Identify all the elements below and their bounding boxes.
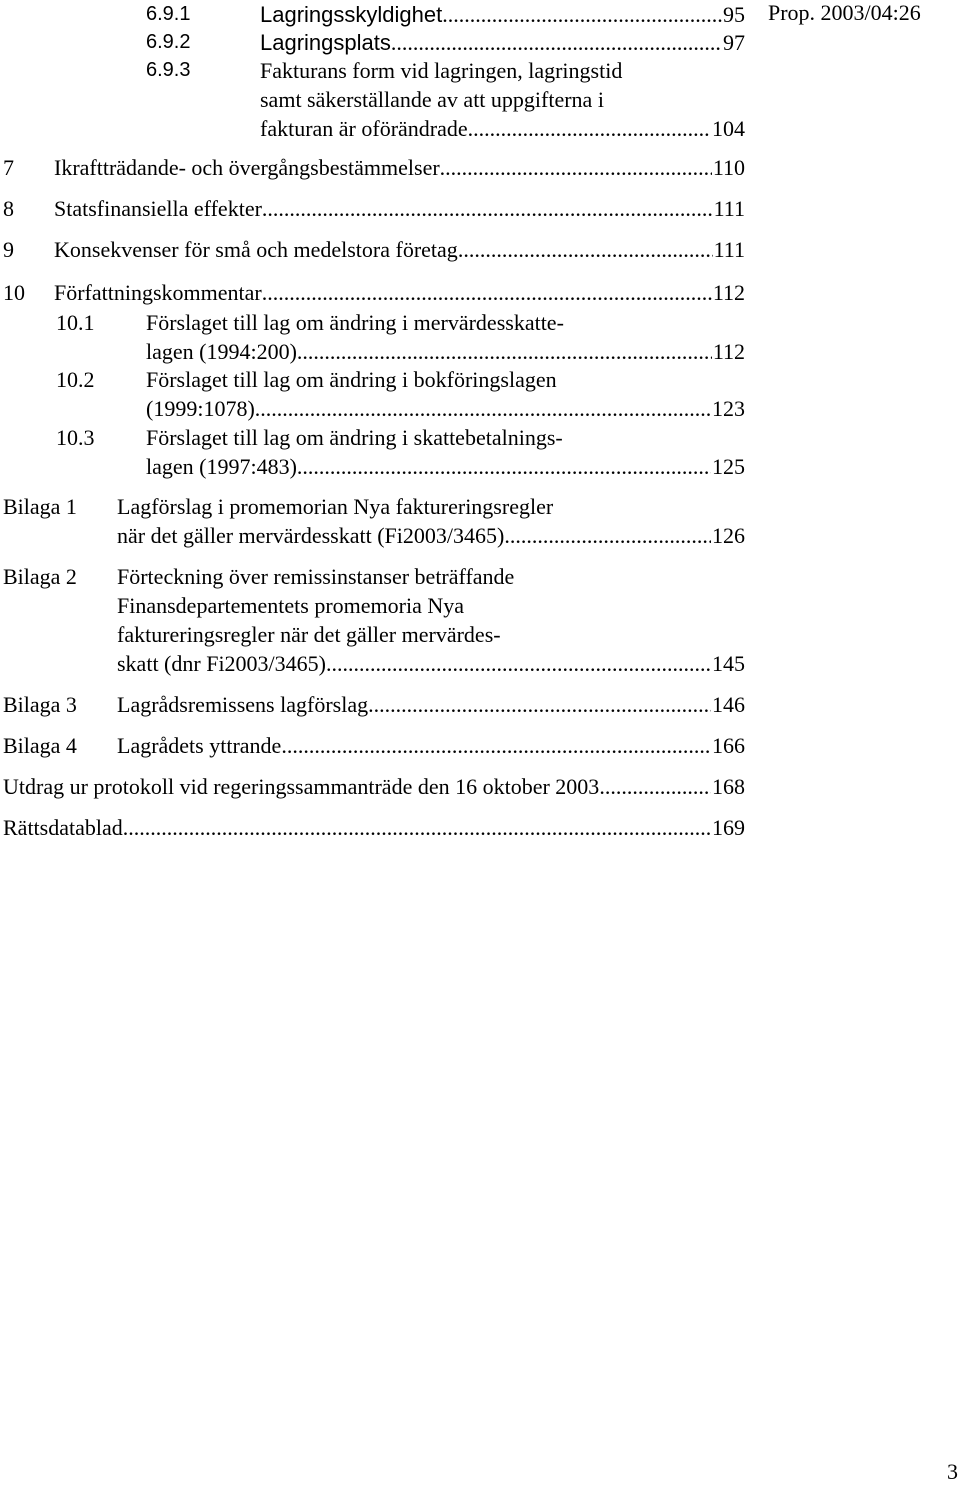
toc-entry-title-line: Förteckning över remissinstanser beträffande bbox=[117, 564, 515, 589]
toc-entry-rattsdatablad[interactable] bbox=[3, 813, 745, 842]
leader-dots bbox=[281, 731, 711, 760]
toc-entry-title: Utdrag ur protokoll vid regeringssammanträde den 16 oktober 2003 bbox=[3, 774, 600, 799]
toc-entry-title: Författningskommentar bbox=[54, 280, 262, 305]
toc-entry-page: 168 bbox=[712, 774, 745, 799]
toc-entry-10-3[interactable] bbox=[146, 452, 745, 481]
toc-entry-8[interactable] bbox=[54, 194, 745, 223]
proposition-reference: Prop. 2003/04:26 bbox=[768, 0, 921, 25]
toc-entry-6-9-1[interactable] bbox=[260, 0, 745, 29]
toc-entry-7[interactable] bbox=[54, 153, 745, 182]
leader-dots bbox=[504, 521, 711, 550]
toc-entry-title-line: samt säkerställande av att uppgifterna i bbox=[260, 87, 604, 112]
toc-entry-title-line: lagen (1997:483) bbox=[146, 454, 297, 479]
toc-entry-title-line: lagen (1994:200) bbox=[146, 339, 297, 364]
toc-entry-number: 10 bbox=[3, 280, 25, 305]
leader-dots bbox=[262, 194, 713, 223]
toc-entry-6-9-3[interactable] bbox=[260, 114, 745, 143]
leader-dots bbox=[458, 235, 713, 264]
appendix-label: Bilaga 1 bbox=[3, 494, 77, 519]
toc-entry-10-2[interactable] bbox=[146, 394, 745, 423]
toc-entry-number: 6.9.3 bbox=[146, 59, 191, 81]
toc-entry-title: Lagrådsremissens lagförslag bbox=[117, 692, 369, 717]
toc-entry-number: 7 bbox=[3, 155, 14, 180]
toc-entry-title: Rättsdatablad bbox=[3, 815, 123, 840]
toc-entry-title: Lagringsskyldighet bbox=[260, 2, 443, 27]
leader-dots bbox=[368, 690, 711, 719]
toc-entry-title: Konsekvenser för små och medelstora företag bbox=[54, 237, 458, 262]
leader-dots bbox=[391, 28, 722, 57]
leader-dots bbox=[297, 452, 711, 481]
toc-entry-page: 112 bbox=[712, 339, 745, 364]
toc-entry-title: Ikraftträdande- och övergångsbestämmelser bbox=[54, 155, 440, 180]
toc-entry-title-line: Fakturans form vid lagringen, lagringstid bbox=[260, 58, 623, 83]
appendix-label: Bilaga 4 bbox=[3, 733, 77, 758]
toc-entry-page: 110 bbox=[712, 155, 745, 180]
toc-entry-number: 10.3 bbox=[56, 425, 95, 450]
toc-entry-page: 104 bbox=[712, 116, 745, 141]
toc-entry-title-line: skatt (dnr Fi2003/3465) bbox=[117, 651, 326, 676]
toc-entry-number: 9 bbox=[3, 237, 14, 262]
toc-entry-6-9-2[interactable] bbox=[260, 28, 745, 57]
toc-entry-page: 125 bbox=[712, 454, 745, 479]
toc-entry-page: 126 bbox=[712, 523, 745, 548]
toc-entry-page: 146 bbox=[712, 692, 745, 717]
toc-entry-page: 169 bbox=[712, 815, 745, 840]
leader-dots bbox=[326, 649, 711, 678]
toc-entry-bilaga-2[interactable] bbox=[117, 649, 745, 678]
toc-entry-page: 95 bbox=[723, 2, 745, 27]
leader-dots bbox=[440, 153, 712, 182]
toc-entry-title-line: Finansdepartementets promemoria Nya bbox=[117, 593, 465, 618]
toc-entry-page: 111 bbox=[713, 196, 745, 221]
toc-entry-number: 10.1 bbox=[56, 310, 95, 335]
toc-entry-title-line: (1999:1078) bbox=[146, 396, 255, 421]
toc-entry-page: 145 bbox=[712, 651, 745, 676]
page-number: 3 bbox=[947, 1459, 958, 1484]
toc-entry-page: 97 bbox=[723, 30, 745, 55]
toc-entry-bilaga-3[interactable] bbox=[117, 690, 745, 719]
toc-entry-number: 8 bbox=[3, 196, 14, 221]
leader-dots bbox=[255, 394, 711, 423]
toc-entry-page: 111 bbox=[713, 237, 745, 262]
toc-entry-title-line: Förslaget till lag om ändring i mervärdesskatte- bbox=[146, 310, 564, 335]
appendix-label: Bilaga 3 bbox=[3, 692, 77, 717]
toc-entry-bilaga-1[interactable] bbox=[117, 521, 745, 550]
toc-entry-title: Lagrådets yttrande bbox=[117, 733, 282, 758]
toc-entry-title-line: fakturan är oförändrade bbox=[260, 116, 468, 141]
leader-dots bbox=[297, 337, 712, 366]
toc-entry-10-1[interactable] bbox=[146, 337, 745, 366]
toc-entry-page: 166 bbox=[712, 733, 745, 758]
appendix-label: Bilaga 2 bbox=[3, 564, 77, 589]
toc-entry-number: 6.9.2 bbox=[146, 31, 191, 53]
toc-entry-number: 6.9.1 bbox=[146, 3, 191, 25]
leader-dots bbox=[442, 0, 722, 29]
leader-dots bbox=[262, 278, 712, 307]
toc-entry-page: 123 bbox=[712, 396, 745, 421]
toc-entry-page: 112 bbox=[712, 280, 745, 305]
toc-entry-title-line: Förslaget till lag om ändring i skattebetalnings- bbox=[146, 425, 563, 450]
toc-entry-title-line: när det gäller mervärdesskatt (Fi2003/3465) bbox=[117, 523, 505, 548]
toc-entry-bilaga-4[interactable] bbox=[117, 731, 745, 760]
toc-entry-10[interactable] bbox=[54, 278, 745, 307]
leader-dots bbox=[123, 813, 711, 842]
leader-dots bbox=[468, 114, 711, 143]
toc-entry-title-line: Förslaget till lag om ändring i bokföringslagen bbox=[146, 367, 557, 392]
toc-entry-9[interactable] bbox=[54, 235, 745, 264]
toc-entry-title-line: Lagförslag i promemorian Nya faktureringsregler bbox=[117, 494, 554, 519]
toc-entry-title: Statsfinansiella effekter bbox=[54, 196, 262, 221]
toc-entry-title: Lagringsplats bbox=[260, 30, 391, 55]
toc-entry-number: 10.2 bbox=[56, 367, 95, 392]
toc-entry-title-line: faktureringsregler när det gäller mervärdes- bbox=[117, 622, 501, 647]
leader-dots bbox=[599, 772, 711, 801]
toc-entry-protokoll[interactable] bbox=[3, 772, 745, 801]
